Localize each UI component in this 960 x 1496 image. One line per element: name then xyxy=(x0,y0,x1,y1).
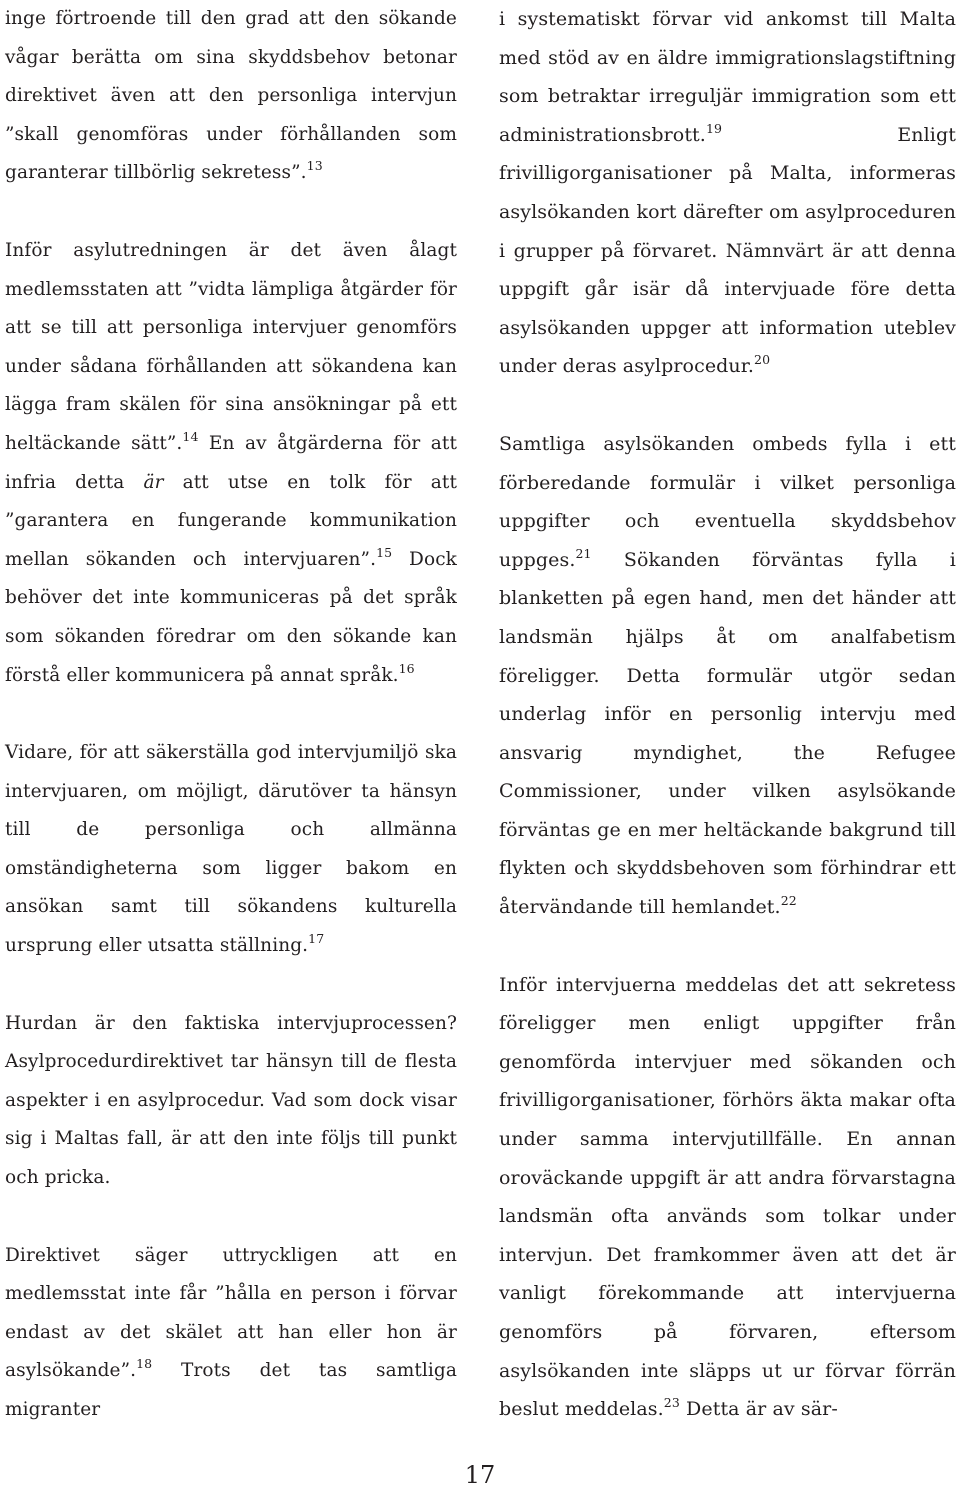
page-number: 17 xyxy=(464,1461,496,1489)
footnote-ref-13[interactable]: 13 xyxy=(306,158,323,174)
paragraph-interview-environment: Vidare, för att säkerställa god intervjumiljö ska intervjuaren, om möjligt, därutöver ta hänsyn till de personliga och allmänna omständigheterna som ligger bakom en ansökan samt till sökandens kulturella ursprung eller utsatta ställning.$^{17}$ xyxy=(5,742,457,957)
footnote-ref-19[interactable]: 19 xyxy=(705,120,723,136)
footnote-ref-14[interactable]: 14 xyxy=(182,428,199,444)
paragraph-detention: Direktivet säger uttryckligen att en medlemsstat inte får ”hålla en person i förvar endast av det skälet att han eller hon är asylsökande”.$^{18}$ Trots det tas samtliga migranter xyxy=(5,1244,457,1420)
footnote-ref-21[interactable]: 21 xyxy=(575,545,592,561)
footnote-ref-17[interactable]: 17 xyxy=(308,931,325,947)
footnote-ref-22[interactable]: 22 xyxy=(780,893,797,909)
right-column xyxy=(499,0,956,1429)
paragraph-preparatory-form: Samtliga asylsökanden ombeds fylla i ett förberedande formulär i vilket personliga uppgifter och eventuella skyddsbehov uppges.$^{21}$ Sökanden förväntas fylla i blanketten på egen hand, men det händer att landsmän hjälps åt om analfabetism föreligger. Detta formulär utgör sedan underlag inför en personlig intervju med ansvarig myndighet, the Refugee Commissioner, under vilken asylsökande förväntas ge en mer heltäckande bakgrund till flykten och skyddsbehoven som förhindrar ett återvändande till hemlandet.$^{22}$ xyxy=(499,432,956,919)
paragraph-confidentiality: inge förtroende till den grad att den sökande vågar berätta om sina skyddsbehov betonar direktivet även att den personliga intervjun ”skall genomföras under förhållanden som garanterar tillbörlig sekretess”.$^{13}$ xyxy=(5,8,457,184)
footnote-ref-18[interactable]: 18 xyxy=(136,1356,153,1372)
footnote-ref-20[interactable]: 20 xyxy=(754,352,771,368)
paragraph-actual-process: Hurdan är den faktiska intervjuprocessen? Asylprocedurdirektivet tar hänsyn till de flesta aspekter i en asylprocedur. Vad som dock visar sig i Maltas fall, är att den inte följs till punkt och pricka. xyxy=(5,1012,457,1189)
footnote-ref-15[interactable]: 15 xyxy=(376,544,393,560)
left-column xyxy=(5,0,457,1430)
paragraph-systematic-detention: i systematiskt förvar vid ankomst till Malta med stöd av en äldre immigrationslagstiftning som betraktar irreguljär immigration som ett administrationsbrott.$^{19}$ Enligt frivilligorganisationer på Malta, informeras asylsökanden kort därefter om asylproceduren i grupper på förvaret. Nämnvärt är att denna uppgift går isär då intervjuade före detta asylsökanden uppger att information uteblev under deras asylprocedur.$^{20}$ xyxy=(499,8,956,378)
emphasis-word: är xyxy=(143,471,164,493)
paragraph-interview-conditions: Inför asylutredningen är det även ålagt medlemsstaten att ”vidta lämpliga åtgärder för att se till att personliga intervjuer genomförs under sådana förhållanden att sökandena kan lägga fram skälen för sina ansökningar på ett heltäckande sätt”.$^{14}$ En av åtgärderna för att infria detta är att utse en tolk för att ”garantera en fungerande kommunikation mellan sökanden och intervjuaren”.$^{15}$ Dock behöver det inte kommuniceras på det språk som sökanden föredrar om den sökande kan förstå eller kommunicera på annat språk.$^{16}$ xyxy=(5,239,457,686)
footnote-ref-23[interactable]: 23 xyxy=(663,1395,680,1411)
footnote-ref-16[interactable]: 16 xyxy=(398,660,415,676)
paragraph-secrecy: Inför intervjuerna meddelas det att sekretess föreligger men enligt uppgifter från genomförda intervjuer med sökanden och frivilligorganisationer, förhörs äkta makar ofta under samma intervjutillfälle. En annan oroväckande uppgift är att andra förvarstagna landsmän ofta används som tolkar under intervjun. Det framkommer även att det är vanligt förekommande att intervjuerna genomförs på förvaren, eftersom asylsökanden inte släpps ut ur förvar förrän beslut meddelas.$^{23}$ Detta är av sär- xyxy=(499,973,956,1421)
